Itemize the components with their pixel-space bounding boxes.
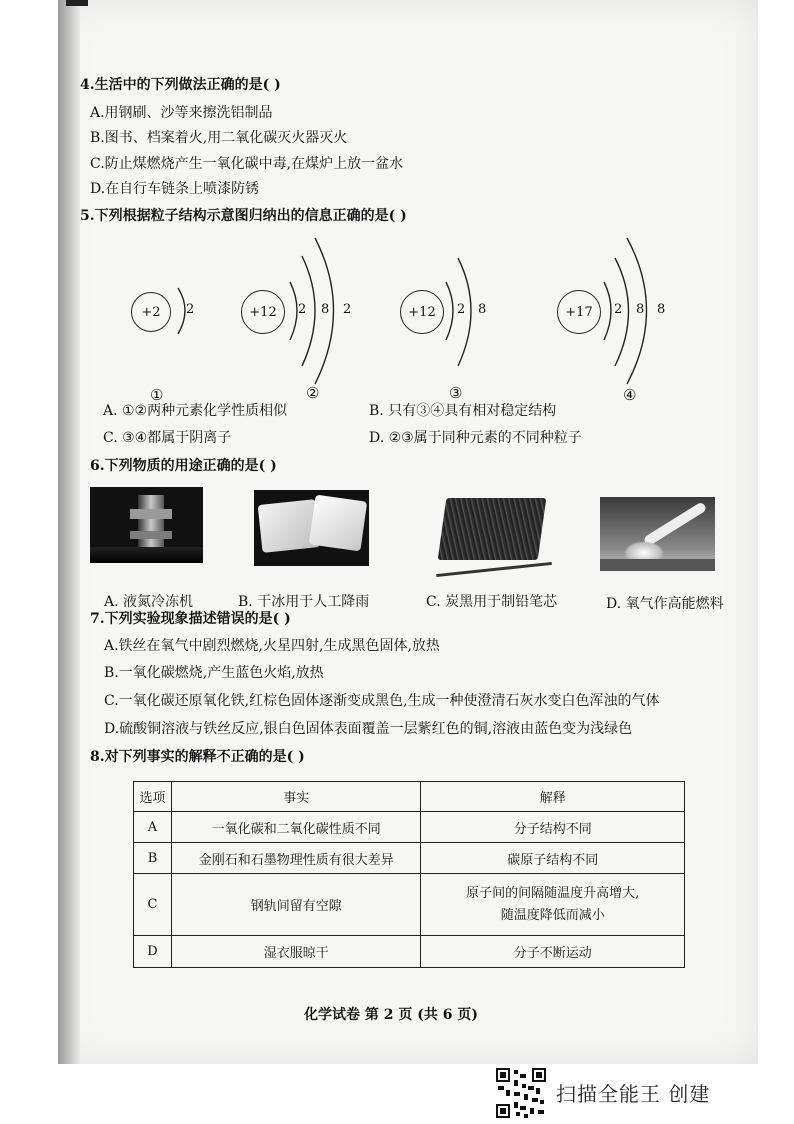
q5-option-b: B. 只有③④具有相对稳定结构 [369, 403, 557, 419]
table-header-row [134, 782, 685, 812]
nucleus-4: +17 [557, 290, 601, 334]
row-option: C [134, 874, 172, 936]
shell-arc [446, 282, 453, 340]
shell-electrons: 8 [478, 302, 487, 317]
row-explanation: 分子结构不同 [421, 812, 685, 843]
table-row [134, 843, 685, 874]
facts-table [133, 781, 685, 968]
q6-caption-d: D. 氧气作高能燃料 [606, 596, 724, 612]
shell-arc [178, 288, 185, 334]
row-option: B [134, 843, 172, 874]
particle-label-3: ③ [449, 384, 463, 402]
q6-caption-c: C. 炭黑用于制铅笔芯 [426, 594, 558, 610]
photo-rocket-launch [600, 497, 715, 571]
shell-electrons: 8 [657, 302, 666, 317]
row-explanation: 分子不断运动 [421, 936, 685, 968]
row-explanation [421, 874, 685, 936]
page-footer: 化学试卷 第 2 页 (共 6 页) [304, 1007, 478, 1023]
nucleus-1: +2 [131, 292, 171, 332]
explanation-line: 随温度降低而减小 [500, 907, 605, 923]
particle-label-2: ② [306, 384, 320, 402]
q4-option-a: A.用钢刷、沙等来擦洗铝制品 [90, 105, 273, 121]
row-option: A [134, 812, 172, 843]
table-row [134, 936, 685, 968]
header-option: 选项 [134, 782, 172, 812]
shell-electrons: 2 [298, 302, 307, 317]
q4-stem: 4.生活中的下列做法正确的是( ) [80, 77, 281, 93]
q5-option-d: D. ②③属于同种元素的不同种粒子 [369, 430, 582, 446]
q6-caption-a: A. 液氮冷冻机 [104, 594, 194, 610]
shell-electrons: 8 [636, 302, 645, 317]
photo-liquid-nitrogen-machine [90, 487, 203, 563]
shell-electrons: 8 [321, 302, 330, 317]
qr-code-icon [496, 1068, 546, 1118]
photo-dry-ice [254, 490, 369, 566]
q6-caption-b: B. 干冰用于人工降雨 [238, 594, 370, 610]
row-fact: 湿衣服晾干 [171, 936, 421, 968]
shell-arc [290, 282, 297, 340]
q4-option-b: B.图书、档案着火,用二氧化碳灭火器灭火 [90, 130, 348, 146]
row-fact: 钢轨间留有空隙 [171, 874, 421, 936]
header-explanation: 解释 [421, 782, 685, 812]
q6-stem: 6.下列物质的用途正确的是( ) [90, 458, 277, 474]
q4-option-d: D.在自行车链条上喷漆防锈 [90, 181, 260, 197]
row-explanation: 碳原子结构不同 [421, 843, 685, 874]
row-fact: 金刚石和石墨物理性质有很大差异 [171, 843, 421, 874]
table-row [134, 812, 685, 843]
table-row [134, 874, 685, 936]
photo-graphite-pencil [432, 492, 554, 582]
shell-electrons: 2 [343, 302, 352, 317]
q5-option-c: C. ③④都属于阴离子 [103, 430, 232, 446]
q4-option-c: C.防止煤燃烧产生一氧化碳中毒,在煤炉上放一盆水 [90, 156, 404, 172]
particle-label-4: ④ [623, 386, 637, 404]
q5-stem: 5.下列根据粒子结构示意图归纳出的信息正确的是( ) [80, 208, 407, 224]
particle-label-1: ① [150, 386, 164, 404]
q5-option-a: A. ①②两种元素化学性质相似 [103, 403, 288, 419]
q7-option-d: D.硫酸铜溶液与铁丝反应,银白色固体表面覆盖一层紫红色的铜,溶液由蓝色变为浅绿色 [104, 721, 633, 737]
q7-option-b: B.一氧化碳燃烧,产生蓝色火焰,放热 [104, 665, 324, 681]
scanner-watermark: 扫描全能王 创建 [556, 1082, 711, 1106]
row-option: D [134, 936, 172, 968]
header-fact: 事实 [171, 782, 421, 812]
shell-electrons: 2 [186, 302, 195, 317]
particle-shell-arcs [0, 0, 794, 420]
q7-option-c: C.一氧化碳还原氧化铁,红棕色固体逐渐变成黑色,生成一种使澄清石灰水变白色浑浊的气体 [104, 693, 660, 709]
explanation-line: 原子间的间隔随温度升高增大, [466, 885, 640, 901]
shell-electrons: 2 [457, 302, 466, 317]
q7-option-a: A.铁丝在氧气中剧烈燃烧,火星四射,生成黑色固体,放热 [104, 638, 440, 654]
q7-stem: 7.下列实验现象描述错误的是( ) [90, 611, 291, 627]
row-fact: 一氧化碳和二氧化碳性质不同 [171, 812, 421, 843]
q8-stem: 8.对下列事实的解释不正确的是( ) [90, 749, 305, 765]
nucleus-3: +12 [400, 290, 444, 334]
shell-arc [604, 282, 611, 340]
nucleus-2: +12 [241, 290, 285, 334]
shell-electrons: 2 [614, 302, 623, 317]
